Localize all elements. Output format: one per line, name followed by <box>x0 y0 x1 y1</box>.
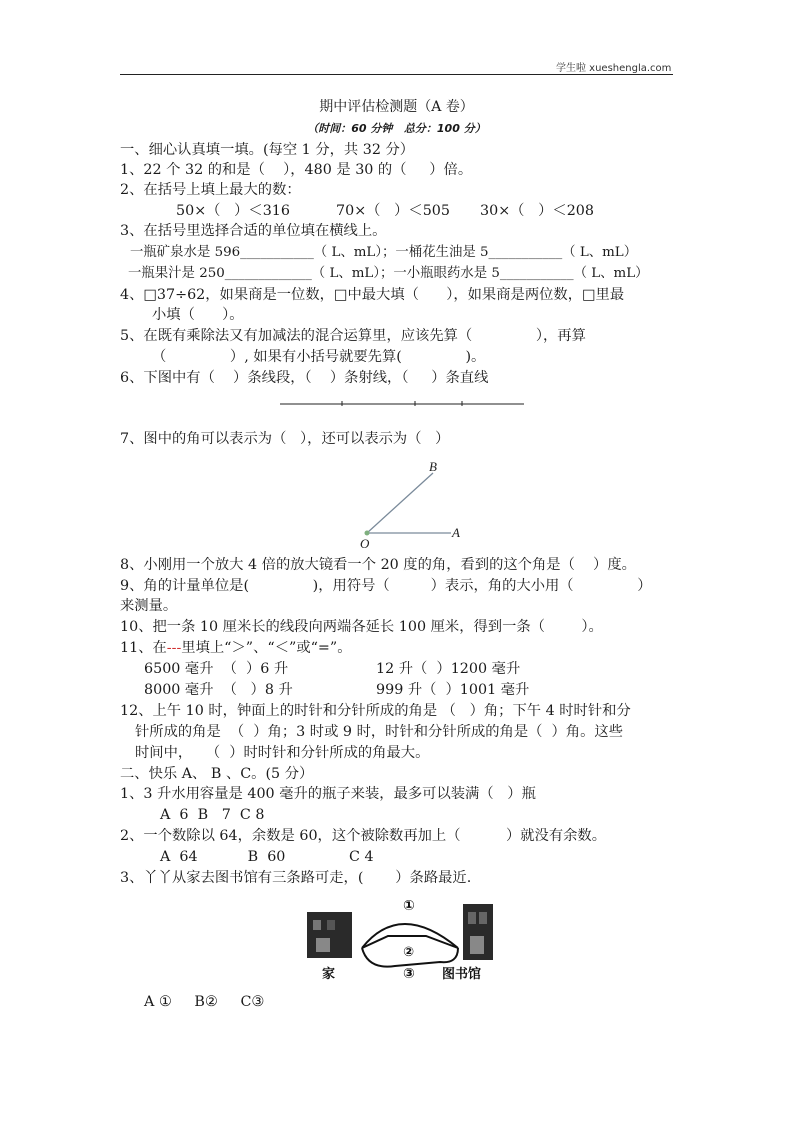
question-2-item-b: 70×（ ）＜505 <box>336 203 450 219</box>
route-1-label: ① <box>403 898 415 914</box>
question-1: 1、22 个 32 的和是（ ），480 是 30 的（ ）倍。 <box>120 162 473 178</box>
library-label: 图书馆 <box>442 967 482 982</box>
question-12-line-2: 针所成的角是 （ ）角；3 时或 9 时，时针和分针所成的角是（ ）角。这些 <box>135 724 623 740</box>
question-5-line-1: 5、在既有乘除法又有加减法的混合运算里，应该先算（ ），再算 <box>120 328 586 344</box>
question-11-item-c: 8000 毫升 （ ）8 升 <box>144 682 293 698</box>
question-2-item-c: 30×（ ）＜208 <box>480 203 594 219</box>
header-rule <box>120 74 673 75</box>
home-label: 家 <box>322 967 336 982</box>
question-2: 2、在括号上填上最大的数： <box>120 182 301 198</box>
question-11-dash: --- <box>166 640 182 656</box>
route-3-label: ③ <box>403 966 415 982</box>
question-8: 8、小刚用一个放大 4 倍的放大镜看一个 20 度的角，看到的这个角是（ ）度。 <box>120 557 636 573</box>
question-11 <box>120 639 352 657</box>
angle-label-o: O <box>360 536 370 551</box>
question-11-prefix: 11、在 <box>120 640 167 656</box>
question-5-line-2: （ ）, 如果有小括号就要先算( )。 <box>152 349 486 365</box>
question-4-line-1: 4、□37÷62，如果商是一位数，□中最大填（ ），如果商是两位数，□里最 <box>120 287 625 303</box>
choice-2: 2、一个数除以 64，余数是 60，这个被除数再加上（ ）就没有余数。 <box>120 828 607 844</box>
question-12-line-3: 时间中， （ ）时时针和分针所成的角最大。 <box>135 745 430 761</box>
question-4-line-2: 小填（ ）。 <box>152 307 244 323</box>
route-2-label: ② <box>403 945 415 960</box>
question-12-line-1: 12、上午 10 时，钟面上的时针和分针所成的角是 （ ）角；下午 4 时时针和分 <box>120 703 631 719</box>
choice-1-options: A 6 B 7 C 8 <box>160 807 265 823</box>
choice-3: 3、丫丫从家去图书馆有三条路可走，( ）条路最近. <box>120 870 472 886</box>
page-subtitle: （时间：60 分钟 总分：100 分） <box>307 122 486 135</box>
line-segment-figure <box>280 398 525 410</box>
question-10: 10、把一条 10 厘米长的线段向两端各延长 100 厘米，得到一条（ ）。 <box>120 619 603 635</box>
question-3-line-a: 一瓶矿泉水是 596___________（ L、mL）；一桶花生油是 5___________（ L、mL） <box>130 245 638 260</box>
question-3-line-b: 一瓶果汁是 250_____________（ L、mL）；一小瓶眼药水是 5___________（ L、mL） <box>128 266 649 281</box>
question-11-suffix: 里填上“＞”、“＜”或“=”。 <box>181 640 352 656</box>
angle-label-b: B <box>429 459 437 474</box>
question-3: 3、在括号里选择合适的单位填在横线上。 <box>120 223 387 239</box>
question-9-line-2: 来测量。 <box>120 598 178 614</box>
section-1-heading: 一、细心认真填一填。(每空 1 分，共 32 分） <box>120 142 415 158</box>
question-11-item-b: 12 升（ ）1200 毫升 <box>376 661 521 677</box>
site-watermark: 学生啦 xueshengla.com <box>556 63 672 74</box>
question-7: 7、图中的角可以表示为（ ），还可以表示为（ ） <box>120 431 450 447</box>
angle-figure <box>355 455 475 550</box>
choice-2-options: A 64 B 60 C 4 <box>160 849 374 865</box>
choice-1: 1、3 升水用容量是 400 毫升的瓶子来装，最多可以装满（ ）瓶 <box>120 786 536 802</box>
route-map-figure <box>300 890 500 986</box>
question-9-line-1: 9、角的计量单位是( )，用符号（ ）表示，角的大小用（ ） <box>120 578 652 594</box>
question-11-item-a: 6500 毫升 （ ）6 升 <box>144 661 289 677</box>
page-title: 期中评估检测题（A 卷） <box>319 99 474 115</box>
angle-label-a: A <box>452 525 460 540</box>
section-2-heading: 二、快乐 A、 B 、C。(5 分） <box>120 766 314 782</box>
question-6: 6、下图中有（ ）条线段，（ ）条射线，（ ）条直线 <box>120 370 489 386</box>
question-11-item-d: 999 升（ ）1001 毫升 <box>376 682 530 698</box>
choice-3-options: A ① B② C③ <box>144 994 265 1010</box>
question-2-item-a: 50×（ ）＜316 <box>176 203 290 219</box>
